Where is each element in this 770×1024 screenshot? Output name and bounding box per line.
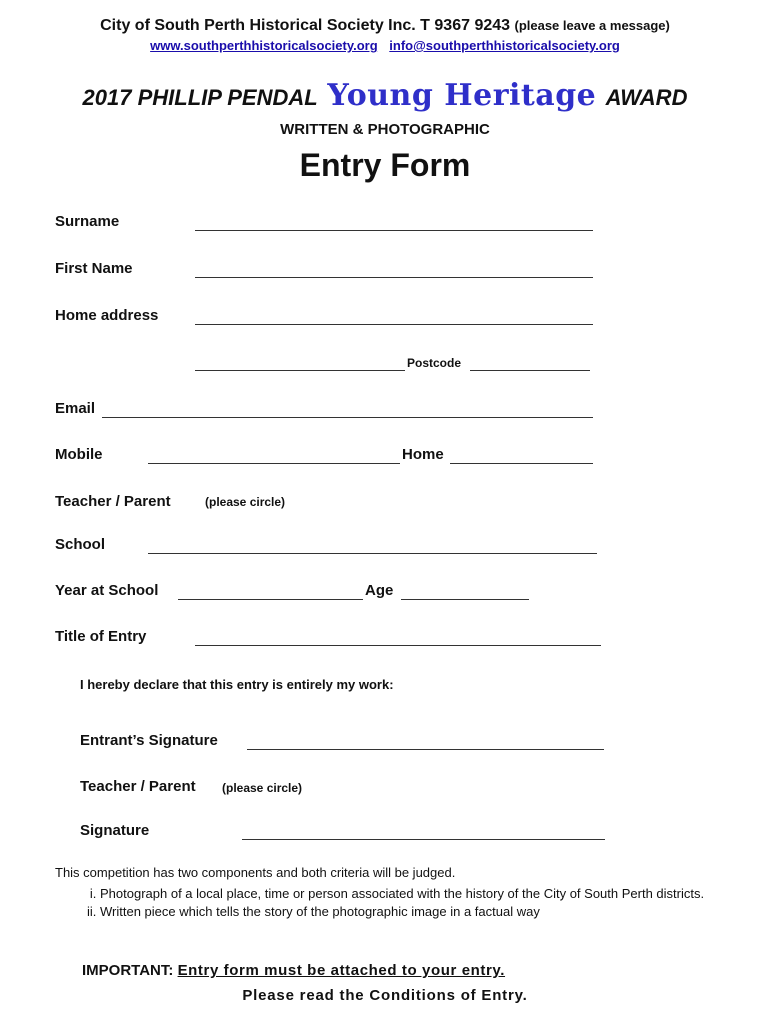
- home-phone-label: Home: [402, 446, 444, 463]
- age-label: Age: [365, 582, 394, 599]
- address-line-2-field[interactable]: [195, 358, 405, 371]
- important-text: Entry form must be attached to your entry.: [177, 962, 506, 979]
- school-label: School: [55, 536, 106, 553]
- org-header: [0, 17, 770, 35]
- entrant-signature-label: Entrant’s Signature: [80, 732, 218, 749]
- important-label: IMPORTANT:: [82, 962, 174, 979]
- home-phone-field[interactable]: [450, 451, 593, 464]
- website-link[interactable]: www.southperthhistoricalsociety.org: [150, 38, 378, 53]
- award-title: [0, 78, 770, 113]
- teacher-parent-label-2: Teacher / Parent: [80, 778, 196, 795]
- teacher-parent-label: Teacher / Parent: [55, 493, 171, 510]
- first-name-field[interactable]: [195, 265, 593, 278]
- surname-label: Surname: [55, 213, 120, 230]
- entrant-signature-field[interactable]: [247, 737, 604, 750]
- page-title: Entry Form: [299, 147, 471, 183]
- email-link[interactable]: info@southperthhistoricalsociety.org: [389, 38, 620, 53]
- declaration-text: I hereby declare that this entry is entirely my work:: [80, 677, 394, 692]
- postcode-field[interactable]: [470, 358, 590, 371]
- surname-field[interactable]: [195, 218, 593, 231]
- please-circle-note-2: (please circle): [222, 781, 303, 795]
- age-field[interactable]: [401, 587, 529, 600]
- competition-intro: This competition has two components and both criteria will be judged.: [55, 865, 456, 880]
- school-field[interactable]: [148, 541, 597, 554]
- year-at-school-label: Year at School: [55, 582, 159, 599]
- title-of-entry-field[interactable]: [195, 633, 601, 646]
- year-at-school-field[interactable]: [178, 587, 363, 600]
- email-field[interactable]: [102, 405, 593, 418]
- award-suffix: AWARD: [605, 85, 688, 110]
- important-notice: [82, 962, 505, 979]
- mobile-label: Mobile: [55, 446, 103, 463]
- title-of-entry-label: Title of Entry: [55, 628, 147, 645]
- please-circle-note: (please circle): [205, 495, 286, 509]
- list-item: i. Photograph of a local place, time or person associated with the history of the City of South Perth districts.: [100, 886, 720, 902]
- award-script-text: Young Heritage: [327, 78, 597, 113]
- home-address-label: Home address: [55, 307, 159, 324]
- mobile-field[interactable]: [148, 451, 400, 464]
- signature-label: Signature: [80, 822, 150, 839]
- contact-links: [0, 38, 770, 53]
- first-name-label: First Name: [55, 260, 133, 277]
- conditions-note: Please read the Conditions of Entry.: [242, 987, 528, 1004]
- award-subtitle: WRITTEN & PHOTOGRAPHIC: [280, 121, 490, 138]
- org-line: City of South Perth Historical Society Inc. T 9367 9243: [100, 17, 511, 34]
- criteria-list: [74, 886, 720, 922]
- postcode-label: Postcode: [407, 356, 462, 370]
- org-note: (please leave a message): [514, 18, 670, 33]
- list-item: ii. Written piece which tells the story of the photographic image in a factual way: [100, 904, 720, 920]
- email-label: Email: [55, 400, 96, 417]
- signature-field[interactable]: [242, 827, 605, 840]
- home-address-field[interactable]: [195, 312, 593, 325]
- award-prefix: 2017 PHILLIP PENDAL: [82, 85, 318, 110]
